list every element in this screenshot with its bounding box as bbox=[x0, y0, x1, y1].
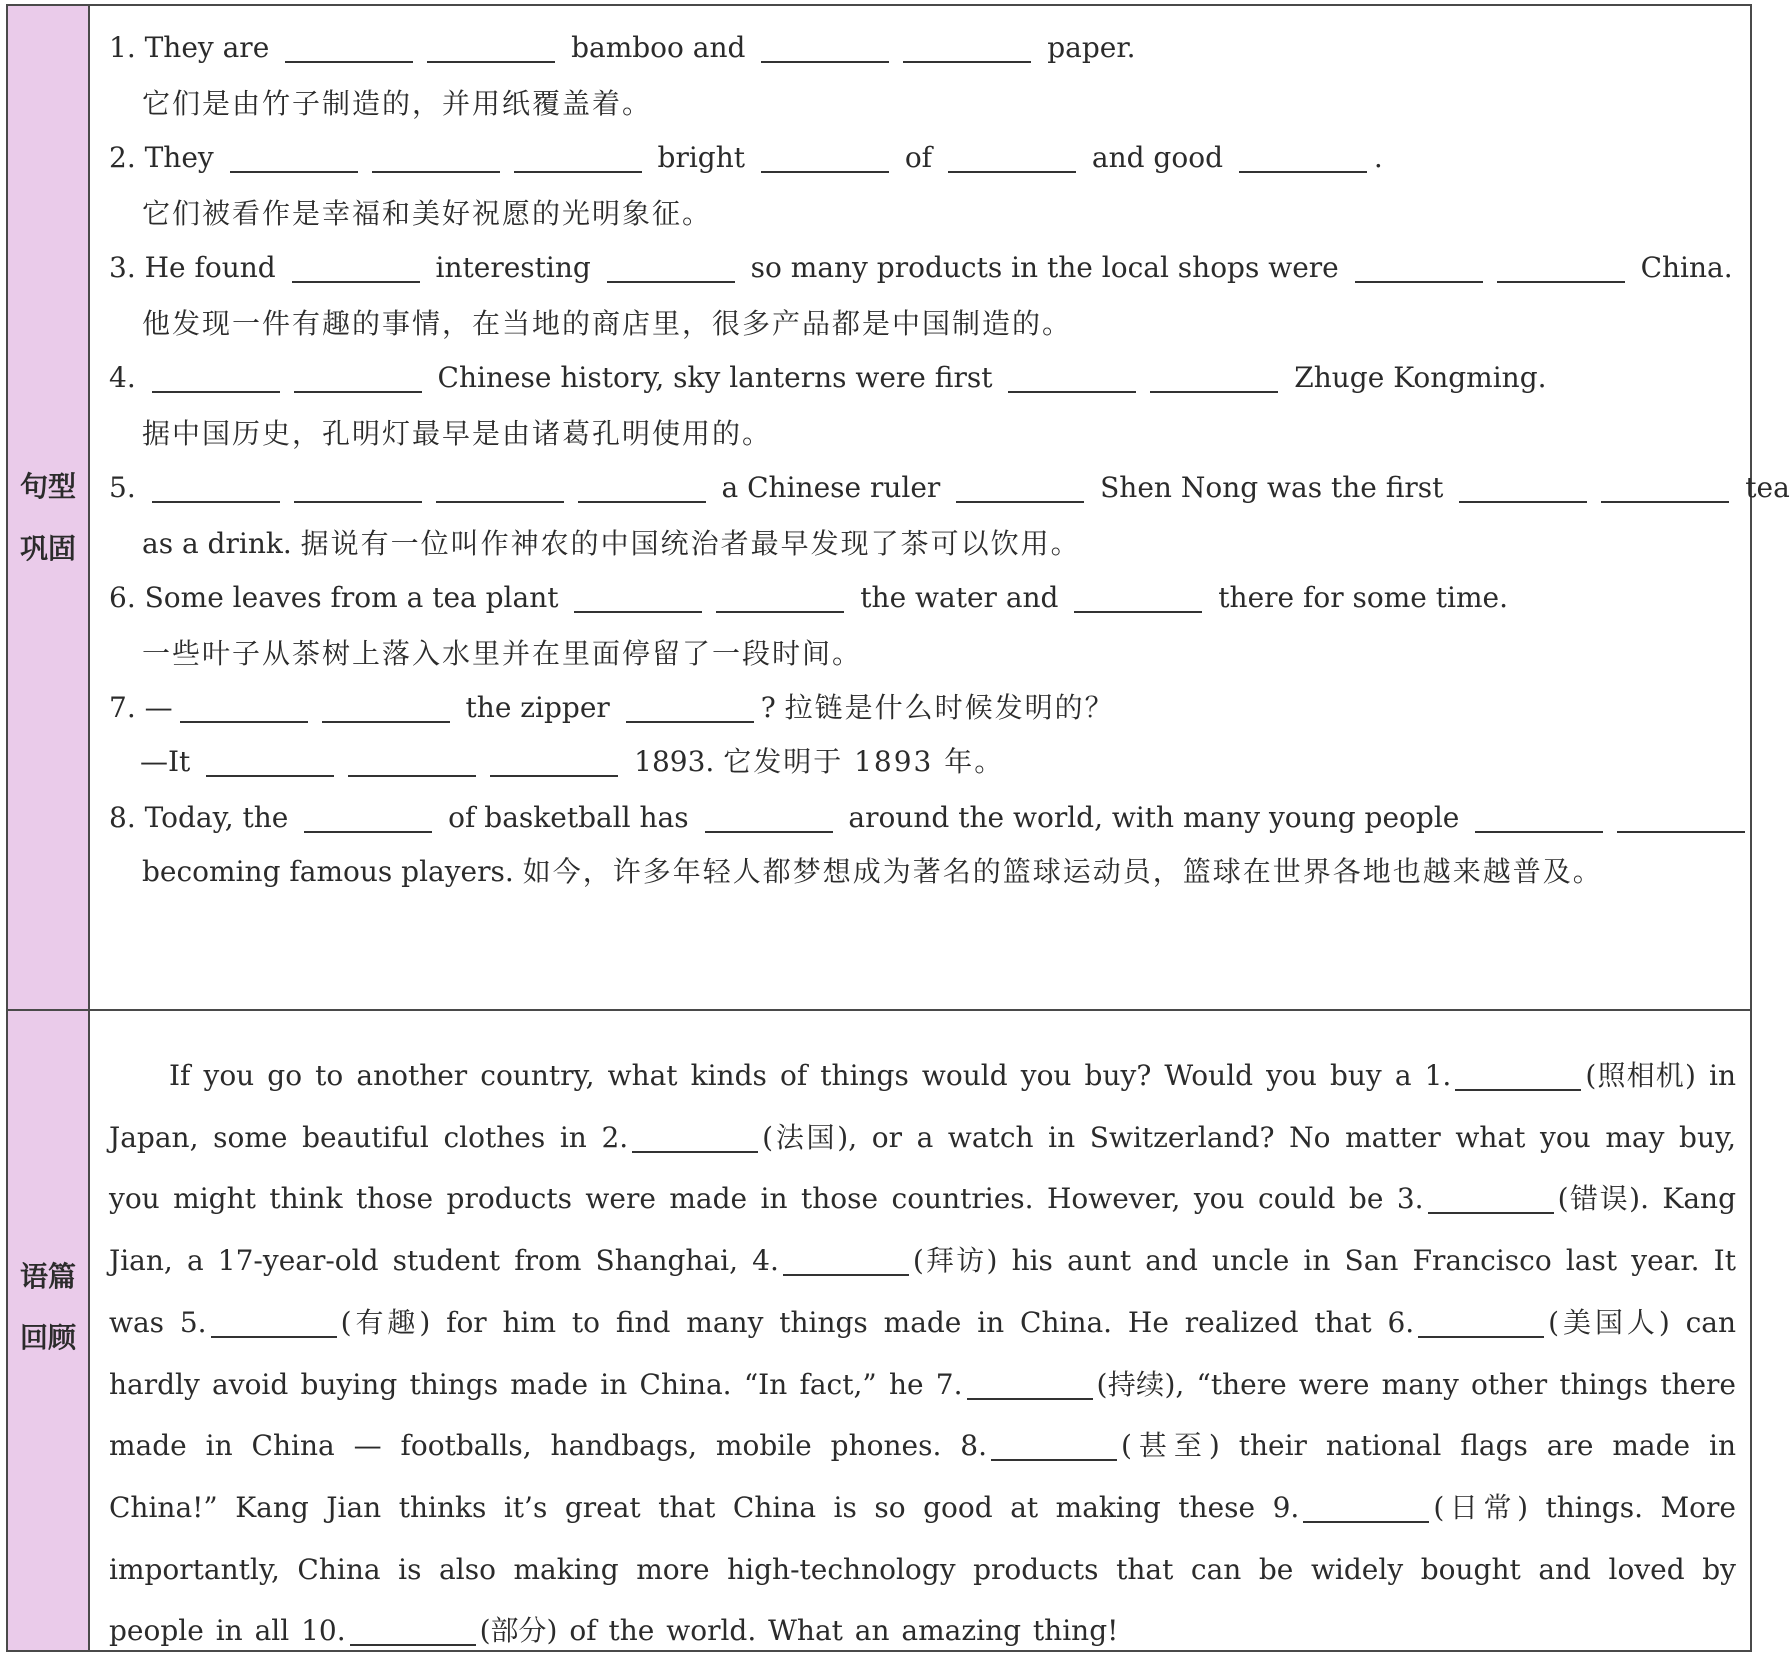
text-segment: as a drink. bbox=[142, 527, 292, 560]
answer-blank[interactable] bbox=[1355, 281, 1483, 283]
sentence-6-en bbox=[109, 578, 1508, 618]
answer-blank[interactable] bbox=[632, 1151, 758, 1153]
text-segment: China. bbox=[1640, 251, 1733, 284]
section-sidebar bbox=[8, 1011, 90, 1650]
answer-blank[interactable] bbox=[1303, 1521, 1429, 1523]
answer-blank[interactable] bbox=[427, 61, 555, 63]
text-segment: 5. bbox=[109, 471, 136, 504]
text-segment: 4. bbox=[109, 361, 136, 394]
text-segment: (法国), or a watch in Switzerland? No matter what you may buy, you might think those products were made in those countries. However, you could be 3. bbox=[109, 1120, 1736, 1216]
answer-blank[interactable] bbox=[230, 171, 358, 173]
answer-blank[interactable] bbox=[1455, 1089, 1581, 1091]
text-segment: (部分) of the world. What an amazing thing! bbox=[479, 1614, 1119, 1648]
answer-blank[interactable] bbox=[436, 501, 564, 503]
sentence-1-en bbox=[109, 28, 1136, 68]
text-segment: 3. He found bbox=[109, 251, 276, 284]
answer-blank[interactable] bbox=[783, 1274, 909, 1276]
sentence-3-en bbox=[109, 248, 1733, 288]
answer-blank[interactable] bbox=[1601, 501, 1729, 503]
text-segment: paper. bbox=[1047, 31, 1136, 64]
sentence-4-en bbox=[109, 358, 1547, 398]
text-segment: —It bbox=[140, 745, 191, 778]
passage-area bbox=[90, 1011, 1750, 1650]
text-segment: 7. — bbox=[109, 691, 173, 724]
sentence-7-question bbox=[109, 688, 1115, 728]
answer-blank[interactable] bbox=[322, 721, 450, 723]
text-segment: 据说有一位叫作神农的中国统治者最早发现了茶可以饮用。 bbox=[300, 527, 1081, 560]
text-segment: 2. They bbox=[109, 141, 214, 174]
text-segment: around the world, with many young people bbox=[848, 801, 1460, 834]
answer-blank[interactable] bbox=[348, 775, 476, 777]
sentence-1-zh: 它们是由竹子制造的，并用纸覆盖着。 bbox=[142, 87, 653, 120]
answer-blank[interactable] bbox=[1150, 391, 1278, 393]
text-segment: of bbox=[904, 141, 933, 174]
answer-blank[interactable] bbox=[607, 281, 735, 283]
text-segment: (有趣) for him to find many things made in China. He realized that 6. bbox=[340, 1305, 1415, 1339]
text-segment: becoming famous players. bbox=[142, 855, 514, 888]
sentence-7-answer bbox=[140, 742, 1004, 782]
sentence-5-zh bbox=[142, 524, 1081, 564]
sentence-3-zh: 他发现一件有趣的事情，在当地的商店里，很多产品都是中国制造的。 bbox=[142, 307, 1073, 340]
passage-review-section bbox=[8, 1011, 1750, 1650]
text-segment: (日常) things. More importantly, China is also making more high-technology products that can be widely bought and loved by people in all 10. bbox=[109, 1490, 1736, 1648]
section-sidebar bbox=[8, 6, 90, 1009]
text-segment: ? bbox=[760, 691, 776, 724]
text-segment: (持续), “there were many other things there made in China — footballs, handbags, mobile phones. 8. bbox=[109, 1367, 1736, 1463]
passage-text bbox=[109, 1045, 1736, 1662]
answer-blank[interactable] bbox=[372, 171, 500, 173]
answer-blank[interactable] bbox=[578, 501, 706, 503]
answer-blank[interactable] bbox=[180, 721, 308, 723]
answer-blank[interactable] bbox=[761, 171, 889, 173]
answer-blank[interactable] bbox=[1617, 831, 1745, 833]
text-segment: Shen Nong was the first bbox=[1100, 471, 1444, 504]
answer-blank[interactable] bbox=[716, 611, 844, 613]
answer-blank[interactable] bbox=[211, 1336, 337, 1338]
text-segment: the water and bbox=[860, 581, 1059, 614]
text-segment: bright bbox=[657, 141, 746, 174]
answer-blank[interactable] bbox=[761, 61, 889, 63]
answer-blank[interactable] bbox=[514, 171, 642, 173]
answer-blank[interactable] bbox=[1497, 281, 1625, 283]
answer-blank[interactable] bbox=[1428, 1212, 1554, 1214]
text-segment: 如今，许多年轻人都梦想成为著名的篮球运动员，篮球在世界各地也越来越普及。 bbox=[522, 855, 1603, 888]
text-segment: (照相机) in Japan, some beautiful clothes in 2. bbox=[109, 1059, 1736, 1154]
sentence-2-zh: 它们被看作是幸福和美好祝愿的光明象征。 bbox=[142, 197, 713, 230]
text-segment: tea bbox=[1745, 471, 1790, 504]
answer-blank[interactable] bbox=[490, 775, 618, 777]
text-segment: If you go to another country, what kinds of things would you buy? Would you buy a 1. bbox=[169, 1059, 1452, 1092]
answer-blank[interactable] bbox=[1459, 501, 1587, 503]
answer-blank[interactable] bbox=[705, 831, 833, 833]
text-segment: a Chinese ruler bbox=[721, 471, 941, 504]
section-label-top: 句型 bbox=[19, 470, 76, 503]
answer-blank[interactable] bbox=[956, 501, 1084, 503]
text-segment: Zhuge Kongming. bbox=[1294, 361, 1547, 394]
answer-blank[interactable] bbox=[626, 721, 754, 723]
answer-blank[interactable] bbox=[574, 611, 702, 613]
section-label-top: 语篇 bbox=[19, 1260, 76, 1293]
sentence-8-continued bbox=[142, 852, 1603, 892]
exercise-sheet bbox=[6, 4, 1790, 1652]
answer-blank[interactable] bbox=[967, 1398, 1093, 1400]
answer-blank[interactable] bbox=[1418, 1336, 1544, 1338]
answer-blank[interactable] bbox=[294, 501, 422, 503]
answer-blank[interactable] bbox=[1475, 831, 1603, 833]
sentence-list bbox=[90, 6, 1790, 1009]
answer-blank[interactable] bbox=[292, 281, 420, 283]
text-segment: 8. Today, the bbox=[109, 801, 289, 834]
text-segment: 6. Some leaves from a tea plant bbox=[109, 581, 559, 614]
text-segment: there for some time. bbox=[1218, 581, 1508, 614]
sentence-6-zh: 一些叶子从茶树上落入水里并在里面停留了一段时间。 bbox=[142, 637, 863, 670]
sentence-8-en bbox=[109, 798, 1752, 838]
text-segment: (拜访) his aunt and uncle in San Francisco last year. It was 5. bbox=[109, 1244, 1736, 1339]
sentence-2-en bbox=[109, 138, 1383, 178]
answer-blank[interactable] bbox=[152, 501, 280, 503]
text-segment: bamboo and bbox=[571, 31, 746, 64]
text-segment: the zipper bbox=[465, 691, 610, 724]
text-segment: and good bbox=[1091, 141, 1223, 174]
text-segment: 它发明于 1893 年。 bbox=[723, 745, 1005, 778]
answer-blank[interactable] bbox=[350, 1644, 476, 1646]
text-segment: 1893. bbox=[634, 745, 715, 778]
text-segment: Chinese history, sky lanterns were first bbox=[437, 361, 993, 394]
answer-blank[interactable] bbox=[991, 1459, 1117, 1461]
text-segment: (错误). Kang Jian, a 17-year-old student from Shanghai, 4. bbox=[109, 1182, 1736, 1278]
answer-blank[interactable] bbox=[294, 391, 422, 393]
answer-blank[interactable] bbox=[304, 831, 432, 833]
answer-blank[interactable] bbox=[1008, 391, 1136, 393]
sentence-5-en bbox=[109, 468, 1790, 508]
answer-blank[interactable] bbox=[1239, 171, 1367, 173]
text-segment: so many products in the local shops were bbox=[750, 251, 1339, 284]
answer-blank[interactable] bbox=[206, 775, 334, 777]
text-segment: (甚至) their national flags are made in China!” Kang Jian thinks it’s great that China is so good at making these 9. bbox=[109, 1429, 1736, 1524]
sentence-practice-section bbox=[8, 6, 1790, 1011]
answer-blank[interactable] bbox=[903, 61, 1031, 63]
sentence-4-zh: 据中国历史，孔明灯最早是由诸葛孔明使用的。 bbox=[142, 417, 773, 450]
text-segment: . bbox=[1373, 141, 1383, 174]
text-segment: (美国人) can hardly avoid buying things made in China. “In fact,” he 7. bbox=[109, 1305, 1736, 1401]
answer-blank[interactable] bbox=[1074, 611, 1202, 613]
text-segment: 1. They are bbox=[109, 31, 270, 64]
answer-blank[interactable] bbox=[948, 171, 1076, 173]
answer-blank[interactable] bbox=[285, 61, 413, 63]
answer-blank[interactable] bbox=[152, 391, 280, 393]
section-label-bottom: 巩固 bbox=[19, 532, 76, 565]
text-segment: interesting bbox=[435, 251, 591, 284]
section-label-bottom: 回顾 bbox=[19, 1321, 76, 1354]
text-segment: of basketball has bbox=[448, 801, 689, 834]
text-segment: 拉链是什么时候发明的？ bbox=[784, 691, 1115, 724]
